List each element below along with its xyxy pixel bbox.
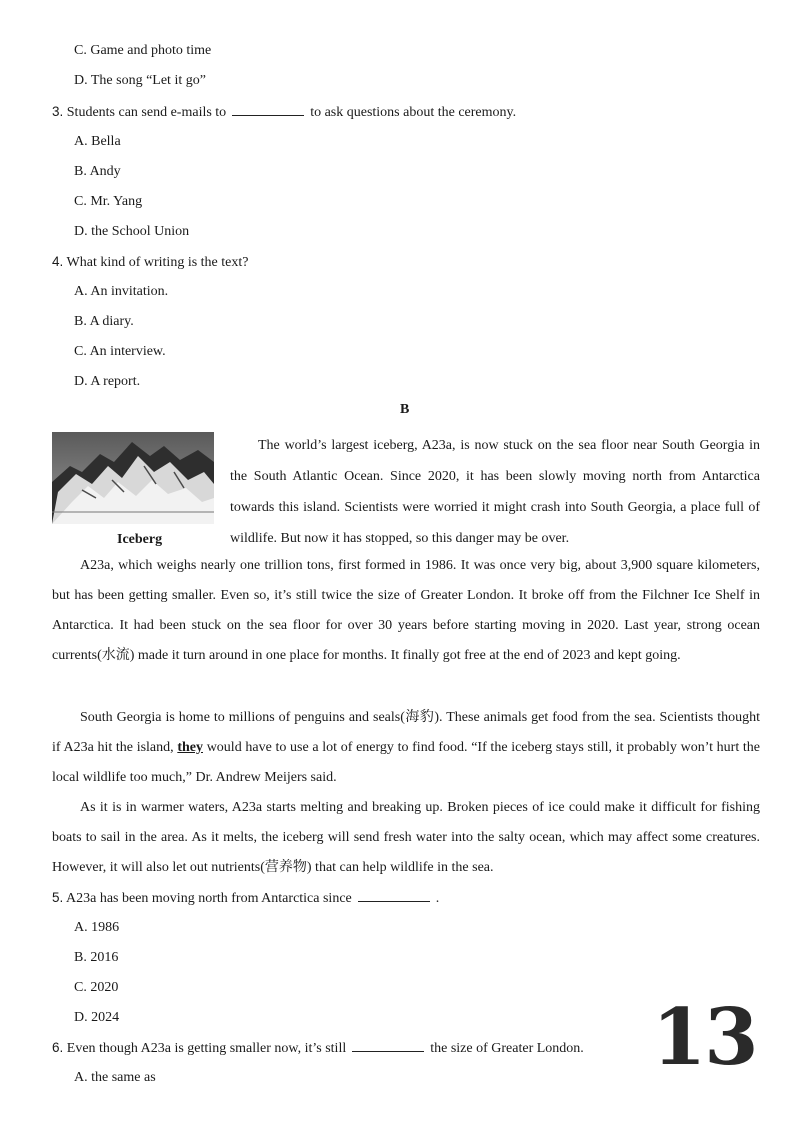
paragraph-3 <box>52 703 760 793</box>
q4-option-b: B. A diary. <box>74 314 134 329</box>
question-text: . <box>435 891 440 906</box>
paragraph-text: would have to use a lot of energy to find food. “If the iceberg stays still, it probably won’t hurt the local wildlife too much,” Dr. Andrew Meijers said. <box>52 740 761 785</box>
question-text: Even though A23a is getting smaller now, it’s still <box>66 1041 347 1056</box>
q3-option-b: B. Andy <box>74 164 121 179</box>
paragraph-2: A23a, which weighs nearly one trillion tons, first formed in 1986. It was once very big, about 3,900 square kilometers, but has been getting smaller. Even so, it’s still twice the size of Greater London. It broke off from the Filchner Ice Shelf in Antarctica. It had been stuck on the sea floor for over 30 years before starting moving in 2020. Last year, strong ocean currents(水流) made it turn around in one place for months. It finally got free at the end of 2023 and kept going. <box>52 558 760 663</box>
question-text: to ask questions about the ceremony. <box>310 105 517 120</box>
question-text: the size of Greater London. <box>430 1041 584 1056</box>
q5-option-a: A. 1986 <box>74 920 120 935</box>
question-text: What kind of writing is the text? <box>66 255 249 270</box>
question-number: 6. <box>52 1040 64 1055</box>
q3-option-c: C. Mr. Yang <box>74 194 143 209</box>
q5-option-b: B. 2016 <box>74 950 119 965</box>
page-number: 13 <box>652 992 757 1083</box>
q5-option-c: C. 2020 <box>74 980 119 995</box>
question-text: A23a has been moving north from Antarctica since <box>66 891 352 906</box>
question-number: 4. <box>52 254 64 269</box>
answer-blank[interactable] <box>358 889 430 902</box>
q4-option-c: C. An interview. <box>74 344 166 359</box>
underlined-word: they <box>177 740 203 755</box>
q4-option-a: A. An invitation. <box>74 284 169 299</box>
answer-blank[interactable] <box>232 103 304 116</box>
q2-option-d: D. The song “Let it go” <box>74 73 206 88</box>
section-heading: B <box>400 402 410 417</box>
q2-option-c: C. Game and photo time <box>74 43 212 58</box>
question-number: 3. <box>52 104 64 119</box>
iceberg-image <box>52 432 214 524</box>
paragraph-4: As it is in warmer waters, A23a starts melting and breaking up. Broken pieces of ice could make it difficult for fishing boats to sail in the area. As it melts, the iceberg will send fresh water into the salty ocean, which may affect some creatures. However, it will also let out nutrients(营养物) that can help wildlife in the sea. <box>52 800 760 875</box>
question-text: Students can send e-mails to <box>66 105 227 120</box>
question-3 <box>52 103 516 122</box>
question-6 <box>52 1039 584 1058</box>
paragraph-1: The world’s largest iceberg, A23a, is now stuck on the sea floor near South Georgia in the South Atlantic Ocean. Since 2020, it has been slowly moving north from Antarctica towards this island. Scientists were worried it might crash into South Georgia, a place full of wildlife. But now it has stopped, so this danger may be over. <box>230 438 760 546</box>
q6-option-a: A. the same as <box>74 1070 156 1085</box>
q3-option-a: A. Bella <box>74 134 121 149</box>
q5-option-d: D. 2024 <box>74 1010 120 1025</box>
figure-caption: Iceberg <box>117 532 163 547</box>
paragraph-text: South Georgia is home to millions of penguins and seals(海豹). These animals get food from the sea. Scientists thought if A23a hit the island, <box>52 710 760 755</box>
question-4 <box>52 253 248 272</box>
question-5 <box>52 889 439 908</box>
q3-option-d: D. the School Union <box>74 224 190 239</box>
question-number: 5. <box>52 890 64 905</box>
answer-blank[interactable] <box>352 1039 424 1052</box>
q4-option-d: D. A report. <box>74 374 141 389</box>
